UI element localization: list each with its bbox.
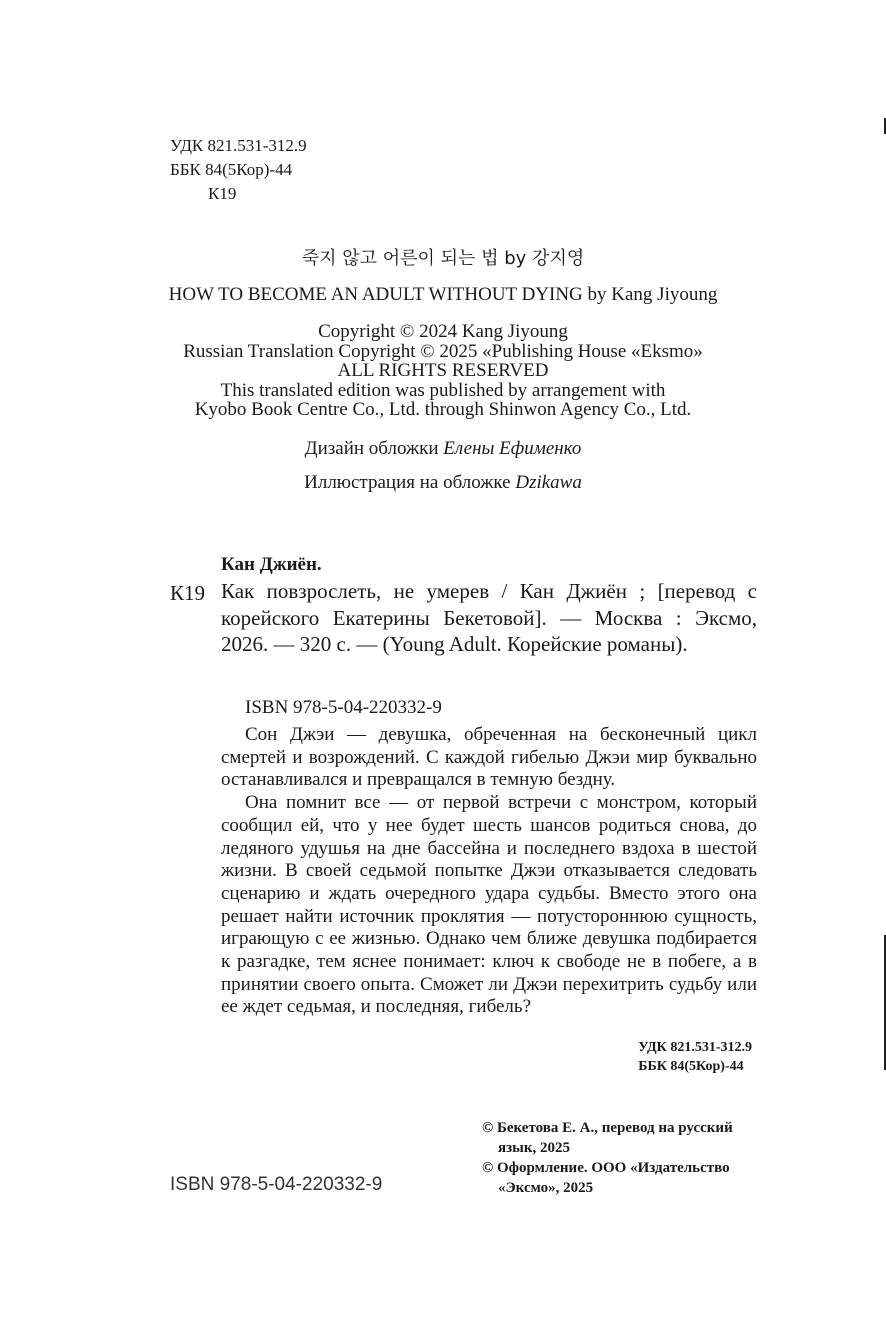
- rights-line: Russian Translation Copyright © 2025 «Publishing House «Eksmo»: [183, 340, 703, 362]
- annotation: [221, 724, 757, 1019]
- cover-design-credit: [0, 438, 886, 460]
- copyright-translation: © Бекетова Е. А., перевод на русский язык, 2025: [482, 1120, 733, 1156]
- korean-title: 죽지 않고 어른이 되는 법 by 강지영: [301, 248, 585, 269]
- rights-line: This translated edition was published by arrangement with: [220, 379, 666, 401]
- cover-design-name: Елены Ефименко: [443, 438, 582, 459]
- rights-block: [0, 322, 886, 420]
- catalog-description: Как повзрослеть, не умерев / Кан Джиён ; [перевод с корейского Екатерины Бекетовой]. — Москва : Эксмо, 2026. — 320 с. — (Young Adult. Корейские романы).: [221, 579, 757, 656]
- catalog-mark: К19: [170, 581, 206, 605]
- rights-line: Copyright © 2024 Kang Jiyoung: [318, 321, 568, 342]
- rights-line: ALL RIGHTS RESERVED: [337, 360, 549, 381]
- right-codes: [638, 1038, 752, 1076]
- catalog-isbn: ISBN 978-5-04-220332-9: [245, 697, 442, 718]
- bbk-code: ББК 84(5Кор)-44: [170, 160, 293, 179]
- annotation-paragraph: Она помнит все — от первой встречи с монстром, который сообщил ей, что у нее будет шесть шансов родиться снова, до ледяного удушья на дне бассейна и последнего вздоха в шестой жизни. В своей седьмой попытке Джэи отказывается следовать сценарию и ждать очередного удара судьбы. Вместо этого она решает найти источник проклятия — потустороннюю сущность, играющую с ее жизнью. Однако чем ближе девушка подбирается к разгадке, тем яснее понимает: ключ к свободе не в побеге, а в принятии своего опыта. Сможет ли Джэи перехитрить судьбу или ее ждет седьмая, и последняя, гибель?: [221, 792, 757, 1018]
- illustration-credit: [0, 472, 886, 494]
- right-bbk: ББК 84(5Кор)-44: [638, 1059, 744, 1074]
- udk-code: УДК 821.531-312.9: [170, 136, 307, 155]
- cover-design-label: Дизайн обложки: [304, 438, 444, 459]
- bottom-isbn: ISBN 978-5-04-220332-9: [170, 1174, 383, 1195]
- illustration-name: Dzikawa: [515, 472, 582, 493]
- illustration-label: Иллюстрация на обложке: [304, 472, 516, 493]
- annotation-paragraph: Сон Джэи — девушка, обреченная на бесконечный цикл смертей и возрождений. С каждой гибелью Джэи мир буквально останавливался и превращался в темную бездну.: [221, 724, 757, 791]
- english-title: HOW TO BECOME AN ADULT WITHOUT DYING by Kang Jiyoung: [168, 284, 718, 305]
- copyright-block: [482, 1118, 772, 1198]
- catalog-heading: Кан Джиён.: [221, 554, 322, 575]
- copyright-design: © Оформление. ООО «Издательство «Эксмо», 2025: [482, 1160, 730, 1196]
- rights-line: Kyobo Book Centre Co., Ltd. through Shinwon Agency Co., Ltd.: [194, 399, 692, 420]
- author-mark: К19: [208, 184, 237, 203]
- right-udk: УДК 821.531-312.9: [638, 1040, 752, 1055]
